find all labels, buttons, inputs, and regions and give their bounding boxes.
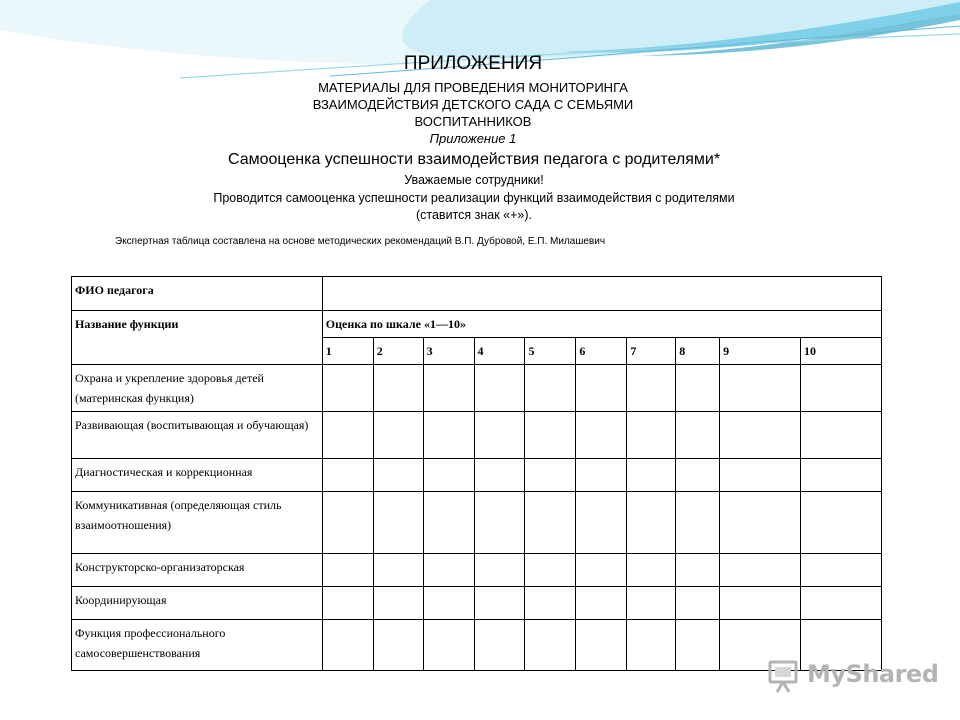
table-row [72, 365, 882, 412]
function-name: Функция профессионального самосовершенствования [72, 620, 323, 671]
teacher-name-cell[interactable] [322, 277, 881, 311]
score-cell[interactable] [423, 365, 474, 412]
page-title: ПРИЛОЖЕНИЯ [403, 53, 543, 74]
function-name: Конструкторско-организаторская [72, 554, 323, 587]
score-cell[interactable] [373, 587, 423, 620]
score-cell[interactable] [801, 459, 882, 492]
score-cell[interactable] [576, 587, 627, 620]
score-cell[interactable] [525, 620, 576, 671]
score-cell[interactable] [322, 412, 373, 459]
score-cell[interactable] [801, 587, 882, 620]
score-cell[interactable] [676, 412, 720, 459]
score-cell[interactable] [423, 492, 474, 554]
score-cell[interactable] [423, 554, 474, 587]
instruction-line-1: Проводится самооценка успешности реализации функций взаимодействия с родителями [213, 191, 735, 205]
score-cell[interactable] [720, 412, 801, 459]
table-row [72, 620, 882, 671]
score-cell[interactable] [801, 554, 882, 587]
table-row [72, 412, 882, 459]
score-cell[interactable] [627, 620, 676, 671]
score-cell[interactable] [801, 412, 882, 459]
score-cell[interactable] [720, 365, 801, 412]
instruction-line-2: (ставится знак «+»). [415, 208, 532, 222]
scale-2: 2 [373, 338, 423, 365]
table-row [72, 554, 882, 587]
teacher-label: ФИО педагога [72, 277, 323, 311]
score-cell[interactable] [474, 492, 525, 554]
expert-note: Экспертная таблица составлена на основе методических рекомендаций В.П. Дубровой, Е.П. Милашевич [115, 236, 606, 247]
scale-7: 7 [627, 338, 676, 365]
score-cell[interactable] [576, 459, 627, 492]
greeting-text: Уважаемые сотрудники! [404, 173, 544, 187]
brand-name: MyShared [807, 660, 939, 688]
score-cell[interactable] [627, 459, 676, 492]
function-name: Координирующая [72, 587, 323, 620]
score-cell[interactable] [423, 620, 474, 671]
score-cell[interactable] [676, 554, 720, 587]
score-cell[interactable] [322, 492, 373, 554]
score-cell[interactable] [525, 365, 576, 412]
scale-4: 4 [474, 338, 525, 365]
presentation-board-icon [767, 658, 803, 694]
score-cell[interactable] [373, 620, 423, 671]
subtitle-line-3: ВОСПИТАННИКОВ [414, 114, 532, 129]
function-name: Коммуникативная (определяющая стиль взаимоотношения) [72, 492, 323, 554]
score-cell[interactable] [322, 459, 373, 492]
score-cell[interactable] [322, 620, 373, 671]
section-heading: Самооценка успешности взаимодействия педагога с родителями* [227, 151, 721, 168]
function-name: Диагностическая и коррекционная [72, 459, 323, 492]
score-cell[interactable] [322, 554, 373, 587]
scale-6: 6 [576, 338, 627, 365]
score-cell[interactable] [373, 492, 423, 554]
scale-label: Оценка по шкале «1—10» [322, 311, 881, 338]
scale-9: 9 [720, 338, 801, 365]
score-cell[interactable] [525, 492, 576, 554]
score-cell[interactable] [474, 412, 525, 459]
teacher-row [72, 277, 882, 311]
score-cell[interactable] [676, 492, 720, 554]
score-cell[interactable] [676, 365, 720, 412]
score-cell[interactable] [525, 587, 576, 620]
function-label: Название функции [72, 311, 323, 365]
function-header-row [72, 311, 882, 338]
score-cell[interactable] [720, 492, 801, 554]
score-cell[interactable] [801, 492, 882, 554]
score-cell[interactable] [720, 459, 801, 492]
function-name: Развивающая (воспитывающая и обучающая) [72, 412, 323, 459]
scale-3: 3 [423, 338, 474, 365]
score-cell[interactable] [525, 459, 576, 492]
score-cell[interactable] [474, 587, 525, 620]
score-cell[interactable] [676, 620, 720, 671]
score-cell[interactable] [627, 492, 676, 554]
score-cell[interactable] [525, 412, 576, 459]
score-cell[interactable] [576, 412, 627, 459]
score-cell[interactable] [720, 554, 801, 587]
score-cell[interactable] [373, 459, 423, 492]
score-cell[interactable] [474, 620, 525, 671]
score-cell[interactable] [373, 412, 423, 459]
scale-1: 1 [322, 338, 373, 365]
score-cell[interactable] [423, 587, 474, 620]
score-cell[interactable] [373, 554, 423, 587]
score-cell[interactable] [423, 412, 474, 459]
score-cell[interactable] [627, 412, 676, 459]
score-cell[interactable] [474, 554, 525, 587]
table-row [72, 459, 882, 492]
score-cell[interactable] [627, 365, 676, 412]
appendix-label: Приложение 1 [429, 131, 517, 146]
score-cell[interactable] [373, 365, 423, 412]
table-row [72, 492, 882, 554]
score-cell[interactable] [474, 459, 525, 492]
score-cell[interactable] [576, 620, 627, 671]
score-cell[interactable] [627, 554, 676, 587]
score-cell[interactable] [322, 365, 373, 412]
score-cell[interactable] [576, 554, 627, 587]
table-row [72, 587, 882, 620]
score-cell[interactable] [423, 459, 474, 492]
score-cell[interactable] [720, 587, 801, 620]
score-cell[interactable] [525, 554, 576, 587]
score-cell[interactable] [576, 492, 627, 554]
function-name: Охрана и укрепление здоровья детей (материнская функция) [72, 365, 323, 412]
scale-5: 5 [525, 338, 576, 365]
score-cell[interactable] [627, 587, 676, 620]
scale-10: 10 [801, 338, 882, 365]
subtitle-line-1: МАТЕРИАЛЫ ДЛЯ ПРОВЕДЕНИЯ МОНИТОРИНГА [318, 80, 628, 95]
score-cell[interactable] [676, 587, 720, 620]
score-cell[interactable] [474, 365, 525, 412]
score-cell[interactable] [576, 365, 627, 412]
score-cell[interactable] [322, 587, 373, 620]
subtitle-line-2: ВЗАИМОДЕЙСТВИЯ ДЕТСКОГО САДА С СЕМЬЯМИ [312, 97, 634, 112]
scale-8: 8 [676, 338, 720, 365]
score-cell[interactable] [801, 365, 882, 412]
evaluation-table [71, 276, 882, 671]
myshared-watermark [767, 658, 939, 698]
score-cell[interactable] [676, 459, 720, 492]
